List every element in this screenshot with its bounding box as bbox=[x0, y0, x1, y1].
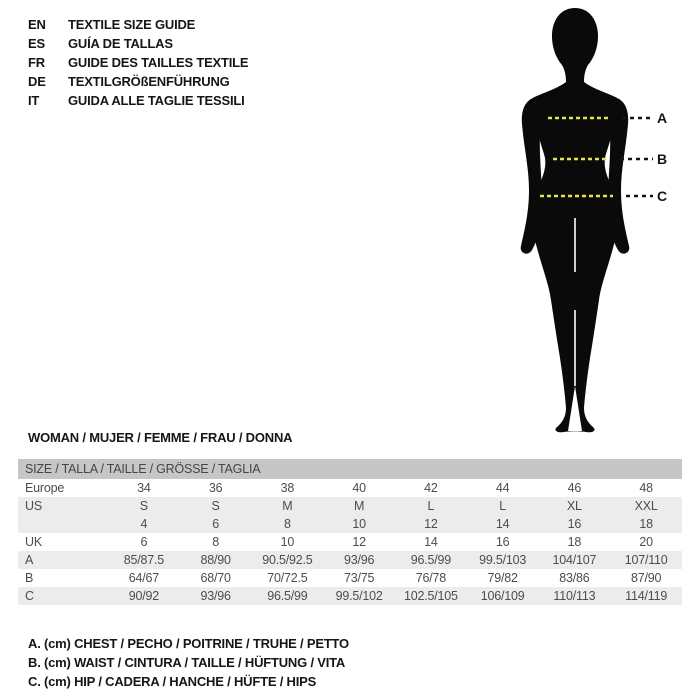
title-text: GUÍA DE TALLAS bbox=[68, 36, 173, 51]
table-cell: 6 bbox=[140, 535, 148, 549]
table-cell: 18 bbox=[567, 535, 582, 549]
table-row-uk bbox=[18, 533, 682, 551]
table-cell: 90.5/92.5 bbox=[262, 553, 313, 567]
table-row-chest-a bbox=[18, 551, 682, 569]
table-cell: 85/87.5 bbox=[123, 553, 165, 567]
table-row-waist-b bbox=[18, 569, 682, 587]
table-cell: 16 bbox=[495, 535, 510, 549]
table-cell: 10 bbox=[352, 517, 366, 531]
title-text: GUIDA ALLE TAGLIE TESSILI bbox=[68, 93, 245, 108]
table-cell: L bbox=[499, 499, 506, 513]
title-text: TEXTILE SIZE GUIDE bbox=[68, 17, 196, 32]
woman-silhouette-right-arm bbox=[608, 99, 629, 254]
title-row-de bbox=[28, 72, 248, 91]
table-cell: XXL bbox=[634, 499, 658, 513]
size-table-header: SIZE / TALLA / TAILLE / GRÖSSE / TAGLIA bbox=[18, 459, 682, 479]
table-cell: 90/92 bbox=[128, 589, 160, 603]
table-cell: 64/67 bbox=[128, 571, 160, 585]
table-cell: M bbox=[282, 499, 293, 513]
language-code: IT bbox=[28, 93, 40, 108]
table-cell: 8 bbox=[212, 535, 219, 549]
row-label: UK bbox=[25, 535, 42, 549]
table-row-europe bbox=[18, 479, 682, 497]
table-cell: 16 bbox=[567, 517, 582, 531]
language-code: FR bbox=[28, 55, 45, 70]
title-row-es bbox=[28, 34, 248, 53]
gender-section-label: WOMAN / MUJER / FEMME / FRAU / DONNA bbox=[28, 430, 293, 445]
table-cell: 46 bbox=[567, 481, 582, 495]
table-cell: 73/75 bbox=[343, 571, 375, 585]
language-code: DE bbox=[28, 74, 46, 89]
table-cell: 12 bbox=[352, 535, 366, 549]
table-cell: 96.5/99 bbox=[267, 589, 308, 603]
title-row-fr bbox=[28, 53, 248, 72]
language-code: ES bbox=[28, 36, 45, 51]
woman-silhouette-left-arm bbox=[521, 99, 542, 254]
language-code: EN bbox=[28, 17, 46, 32]
table-row-us-letter bbox=[18, 497, 682, 515]
table-cell: 104/107 bbox=[552, 553, 597, 567]
table-cell: 6 bbox=[212, 517, 219, 531]
table-cell: 14 bbox=[495, 517, 510, 531]
measurement-legend bbox=[28, 634, 349, 691]
row-label: A bbox=[25, 553, 34, 567]
title-row-it bbox=[28, 91, 248, 110]
table-cell: S bbox=[139, 499, 148, 513]
table-cell: 93/96 bbox=[200, 589, 231, 603]
legend-line-chest: A. (cm) CHEST / PECHO / POITRINE / TRUHE / PETTO bbox=[28, 636, 349, 651]
table-cell: 114/119 bbox=[625, 589, 668, 603]
table-cell: 20 bbox=[639, 535, 653, 549]
table-cell: 38 bbox=[280, 481, 295, 495]
table-cell: 106/109 bbox=[480, 589, 525, 603]
table-cell: 18 bbox=[639, 517, 653, 531]
table-cell: 107/110 bbox=[624, 553, 668, 567]
table-cell: 36 bbox=[208, 481, 223, 495]
table-cell: 110/113 bbox=[553, 589, 596, 603]
table-cell: 4 bbox=[140, 517, 148, 531]
title-text: GUIDE DES TAILLES TEXTILE bbox=[68, 55, 249, 70]
marker-label-b: B bbox=[657, 151, 668, 167]
row-label: B bbox=[25, 571, 34, 585]
title-row-en bbox=[28, 15, 248, 34]
table-cell: 99.5/102 bbox=[335, 589, 383, 603]
table-cell: 102.5/105 bbox=[403, 589, 458, 603]
table-cell: 83/86 bbox=[559, 571, 590, 585]
table-cell: 99.5/103 bbox=[479, 553, 527, 567]
table-cell: 12 bbox=[424, 517, 438, 531]
table-cell: L bbox=[427, 499, 435, 513]
row-label: US bbox=[25, 499, 42, 513]
table-cell: XL bbox=[566, 499, 582, 513]
table-cell: 42 bbox=[424, 481, 438, 495]
table-cell: M bbox=[354, 499, 365, 513]
legend-line-hip: C. (cm) HIP / CADERA / HANCHE / HÜFTE / HIPS bbox=[28, 674, 317, 689]
table-cell: 88/90 bbox=[200, 553, 231, 567]
row-label: Europe bbox=[25, 481, 65, 495]
table-row-hip-c bbox=[18, 587, 682, 605]
woman-silhouette-figure bbox=[455, 0, 700, 440]
table-cell: S bbox=[211, 499, 220, 513]
marker-label-a: A bbox=[657, 110, 668, 126]
table-cell: 10 bbox=[280, 535, 295, 549]
table-cell: 8 bbox=[283, 517, 291, 531]
table-cell: 70/72.5 bbox=[267, 571, 308, 585]
table-cell: 93/96 bbox=[343, 553, 375, 567]
table-cell: 87/90 bbox=[630, 571, 662, 585]
title-text: TEXTILGRÖßENFÜHRUNG bbox=[68, 74, 230, 89]
row-label bbox=[18, 515, 108, 533]
marker-label-c: C bbox=[657, 188, 668, 204]
table-row-us-numeric bbox=[18, 515, 682, 533]
row-label: C bbox=[25, 589, 34, 603]
table-cell: 76/78 bbox=[415, 571, 447, 585]
size-table bbox=[18, 459, 682, 605]
table-cell: 34 bbox=[137, 481, 151, 495]
table-cell: 44 bbox=[495, 481, 510, 495]
table-cell: 96.5/99 bbox=[410, 553, 452, 567]
table-cell: 79/82 bbox=[487, 571, 518, 585]
language-title-list bbox=[28, 15, 248, 110]
table-cell: 48 bbox=[639, 481, 653, 495]
table-cell: 40 bbox=[352, 481, 366, 495]
legend-line-waist: B. (cm) WAIST / CINTURA / TAILLE / HÜFTUNG / VITA bbox=[28, 655, 346, 670]
table-cell: 68/70 bbox=[200, 571, 231, 585]
table-cell: 14 bbox=[424, 535, 438, 549]
